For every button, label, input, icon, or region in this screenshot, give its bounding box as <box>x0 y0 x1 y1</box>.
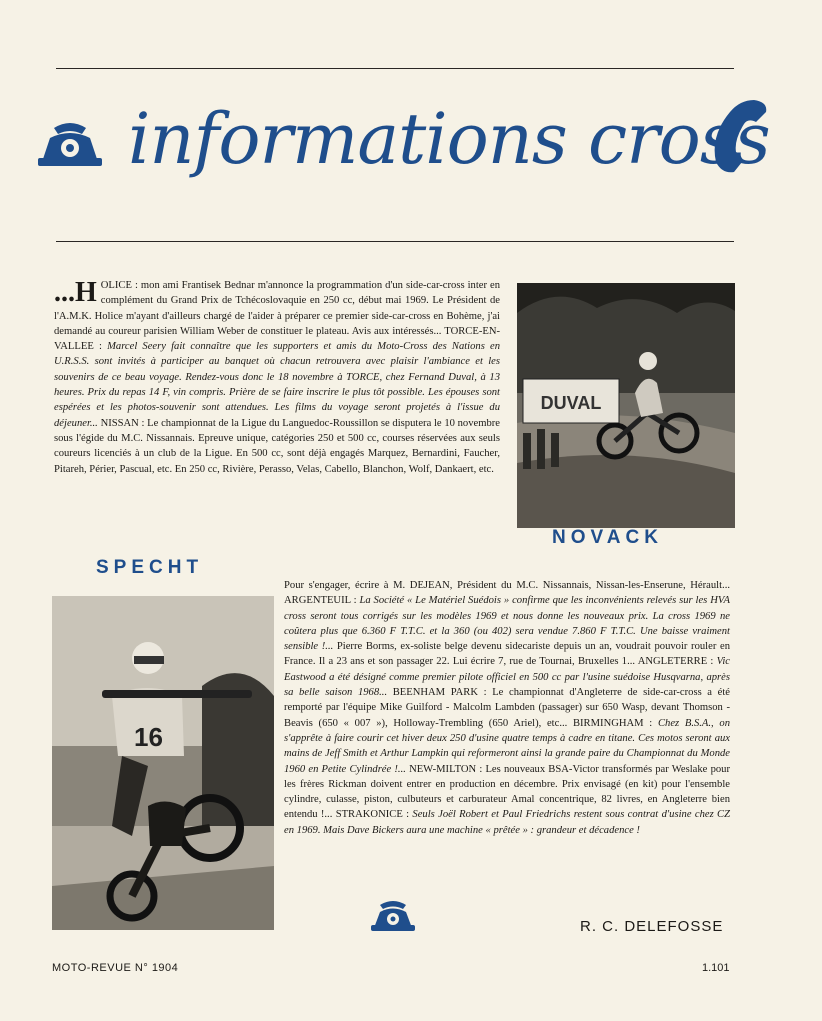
article-column-top <box>54 278 500 477</box>
banner-duval: DUVAL <box>540 393 602 413</box>
text-beenham: BEENHAM PARK : Le championnat d'Angleterre de side-car-cross a été remporté par l'équipe Mike Guilford - Malcolm Lambden (passager) sur 650 Wasp, devant Thomson - Beavis (650 « 007 »), Holloway-Trembling (650 Ariel), etc... BIRMINGHAM : <box>284 687 730 729</box>
top-rule <box>56 68 734 69</box>
header-bottom-rule <box>56 241 734 242</box>
text-new-milton: NEW-MILTON : Les nouveaux BSA-Victor transformés par Weslake pour les frères Rickman doivent entrer en production en décembre. Prix envisagé (en kit) pour l'ensemble cylindre, culasse, piston, culbuteurs et carburateur Amal concentrique, 82 livres, en Angleterre bien entendu !... STRAKONICE : <box>284 763 730 821</box>
header-title: informations cross <box>128 98 770 180</box>
photo-novack <box>517 283 735 528</box>
text-argenteuil: La Société « Le Matériel Suédois » confirme que les inconvénients relevés sur les HVA cross seront tous corrigés sur les modèles 1969 et nous donne les nouveaux prix. La cross 1969 ne coûtera plus que 6.360 F T.T.C. et la 360 (ou 402) sera vendue 7.860 F T.T.C. Une baisse vraiment sensible !... <box>284 595 731 653</box>
text-birmingham: Chez B.S.A., on s'apprête à faire courir cet hiver deux 250 d'usine quatre temps à cadre en titane. Ces motos seront aux mains de Jeff Smith et Arthur Lampkin qui reformeront ainsi la grande paire du Championnat du Monde 1960 en Petite Cylindrée !... <box>284 717 730 775</box>
text-nissan: NISSAN : Le championnat de la Ligue du Languedoc-Roussillon se disputera le 10 novembre sous l'égide du M.C. Nissannais. Epreuve unique, catégories 250 et 500 cc, courses réservées aux seuls coureurs licenciés à un club de la Ligue. En 500 cc, sont déjà engagés Marquez, Bernardini, Faucher, Pitareh, Périer, Pascual, etc. En 250 cc, Rivière, Perasso, Velas, Cabello, Blanchon, Wolf, Dankaert, etc. <box>54 417 500 475</box>
article-paragraph-bottom <box>284 578 730 838</box>
caption-specht: SPECHT <box>96 557 204 578</box>
footer-page-number: 1.101 <box>702 962 730 974</box>
article-paragraph-top <box>54 278 500 477</box>
text-torce: Marcel Seery fait connaître que les supporters et amis du Moto-Cross des Nations en U.R.S.S. sont invités à participer au banquet où chacun retrouvera avec plaisir l'ambiance et les souvenirs de ce beau voyage. Rendez-vous donc le 18 novembre à TORCE, chez Fernand Duval, à 13 heures. Prix du repas 14 F, vin compris. Prière de se faire inscrire le plus tôt possible. Les épouses sont espérées et les photos-souvenir sont attendues. Les films du voyage seront projetés à l'issue du déjeuner... <box>54 341 500 429</box>
telephone-icon-footer <box>370 896 416 932</box>
telephone-handset-icon <box>696 96 770 176</box>
text-borms: Pierre Borms, ex-soliste belge devenu sidecariste depuis un an, voudrait pouvoir rouler en France. Il a 23 ans et son passager 22. Lui écrire 7, rue de Tournai, Bruxelles 1... ANGLETERRE : <box>284 641 730 668</box>
number-plate: 16 <box>134 722 163 752</box>
article-column-bottom <box>284 578 730 838</box>
text-dejean: Pour s'engager, écrire à M. DEJEAN, Président du M.C. Nissannais, Nissan-les-Enserune, Hérault... ARGENTEUIL : <box>284 580 730 607</box>
footer-magazine: MOTO-REVUE N° 1904 <box>52 962 179 974</box>
caption-novack: NOVACK <box>552 527 663 548</box>
text-holice: OLICE : mon ami Frantisek Bednar m'annonce la programmation d'un side-car-cross inter en complément du Grand Prix de Tchécoslovaquie en 250 cc, début mai 1969. Le Président de l'A.M.K. Holice m'ayant d'ailleurs chargé de l'aider à préparer ce premier side-car-cross en Bohème, j'ai demandé au coureur parisien William Weber de constituer le plateau. Avis aux intéressés... TORCE-EN-VALLEE : <box>54 280 500 353</box>
text-strakonice: Seuls Joël Robert et Paul Friedrichs restent sous contrat d'usine chez CZ en 1969. Mais Dave Bickers aura une machine « prêtée » : grandeur et décadence ! <box>284 809 730 836</box>
text-angleterre: Vic Eastwood a été désigné comme premier pilote officiel en 500 cc par l'usine suédoise Husqvarna, après sa belle saison 1968... <box>284 656 730 699</box>
header-banner <box>36 92 776 232</box>
drop-cap: ...H <box>54 277 97 308</box>
photo-specht <box>52 596 274 930</box>
telephone-icon <box>36 114 104 168</box>
author-signature: R. C. DELEFOSSE <box>580 918 724 935</box>
